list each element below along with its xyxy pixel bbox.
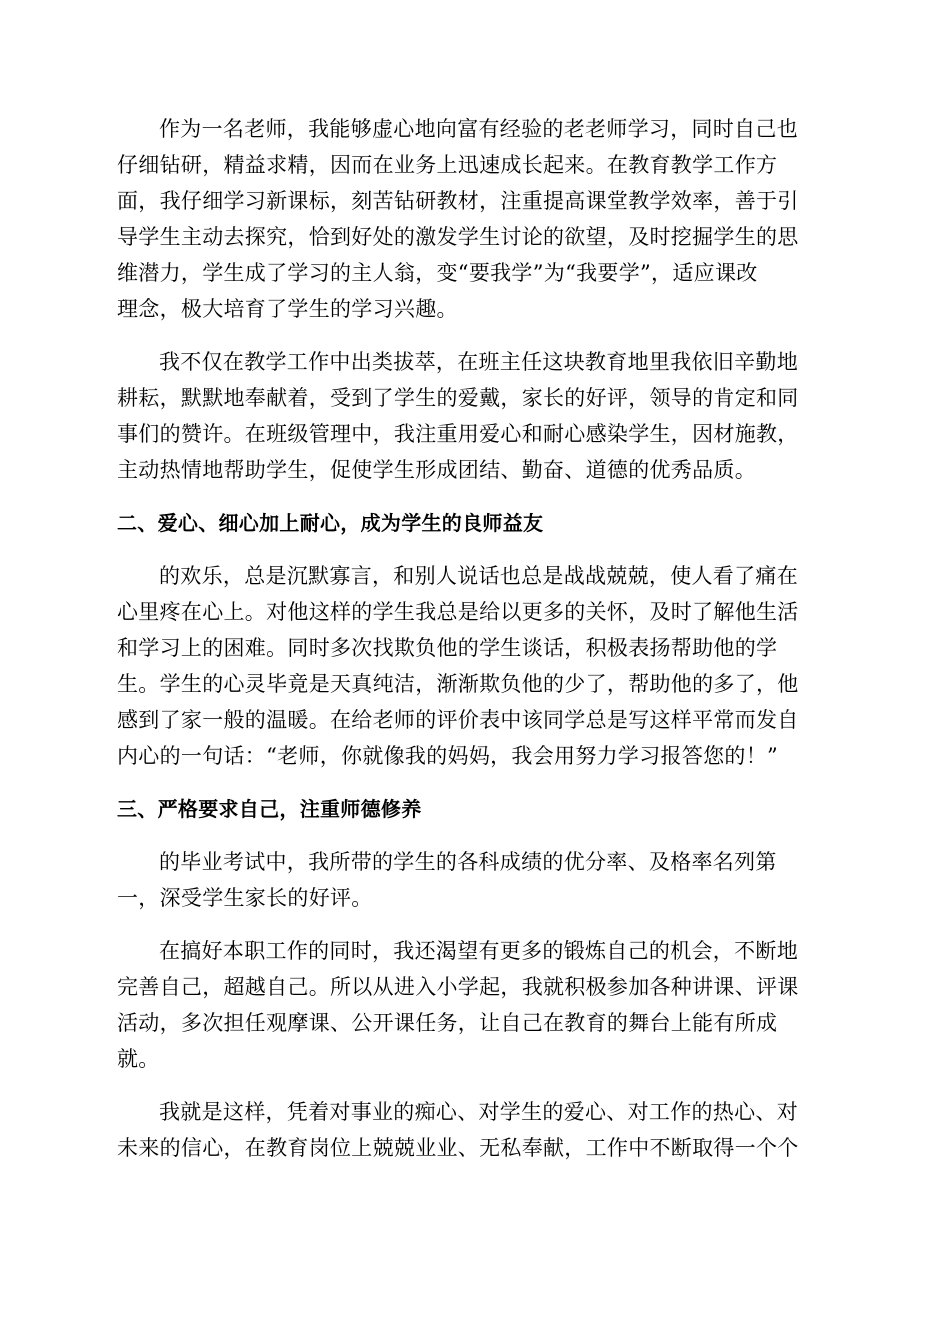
text-line: 维潜力，学生成了学习的主人翁，变“要我学”为“我要学”，适应课改 [117,261,758,285]
text-line: 主动热情地帮助学生，促使学生形成团结、勤奋、道德的优秀品质。 [117,458,756,482]
paragraph-1 [117,111,833,327]
text-line: 的毕业考试中，我所带的学生的各科成绩的优分率、及格率名列第 [159,850,777,874]
text-line: 耕耘，默默地奉献着，受到了学生的爱戴，家长的好评，领导的肯定和同 [117,386,799,410]
paragraph-2 [117,344,833,488]
text-line: 和学习上的困难。同时多次找欺负他的学生谈话，积极表扬帮助他的学 [117,636,778,660]
text-line: 导学生主动去探究，恰到好处的激发学生讨论的欲望，及时挖掘学生的思 [117,225,799,249]
text-line: 我就是这样，凭着对事业的痴心、对学生的爱心、对工作的热心、对 [159,1100,798,1124]
text-line: 我不仅在教学工作中出类拔萃，在班主任这块教育地里我依旧辛勤地 [159,350,798,374]
text-line: 完善自己，超越自己。所以从进入小学起，我就积极参加各种讲课、评课 [117,975,799,999]
paragraph-3 [117,558,833,774]
text-line: 一，深受学生家长的好评。 [117,886,373,910]
text-line: 理念，极大培育了学生的学习兴趣。 [117,297,458,321]
text-line: 心里疼在心上。对他这样的学生我总是给以更多的关怀，及时了解他生活 [117,600,799,624]
text-line: 生。学生的心灵毕竟是天真纯洁，渐渐欺负他的少了，帮助他的多了，他 [117,672,799,696]
text-line: 作为一名老师，我能够虚心地向富有经验的老老师学习，同时自己也 [159,117,798,141]
text-line: 事们的赞许。在班级管理中，我注重用爱心和耐心感染学生，因材施教， [117,422,799,446]
text-line: 在搞好本职工作的同时，我还渴望有更多的锻炼自己的机会，不断地 [159,939,798,963]
section-heading-3: 三、严格要求自己，注重师德修养 [117,797,422,821]
paragraph-6 [117,1094,833,1166]
text-line: 仔细钻研，精益求精，因而在业务上迅速成长起来。在教育教学工作方 [117,153,778,177]
text-line: 感到了家一般的温暖。在给老师的评价表中该同学总是写这样平常而发自 [117,708,799,732]
document-body [117,111,833,1183]
text-line: 活动，多次担任观摩课、公开课任务，让自己在教育的舞台上能有所成 [117,1011,778,1035]
text-line: 面，我仔细学习新课标，刻苦钻研教材，注重提高课堂教学效率，善于引 [117,189,799,213]
text-line: 内心的一句话：“老师，你就像我的妈妈，我会用努力学习报答您的！” [117,744,779,768]
text-line: 就。 [117,1047,160,1071]
paragraph-4 [117,844,833,916]
text-line: 的欢乐，总是沉默寡言，和别人说话也总是战战兢兢，使人看了痛在 [159,564,798,588]
paragraph-5 [117,933,833,1077]
text-line: 未来的信心，在教育岗位上兢兢业业、无私奉献，工作中不断取得一个个 [117,1136,799,1160]
section-heading-2: 二、爱心、细心加上耐心，成为学生的良师益友 [117,511,544,535]
